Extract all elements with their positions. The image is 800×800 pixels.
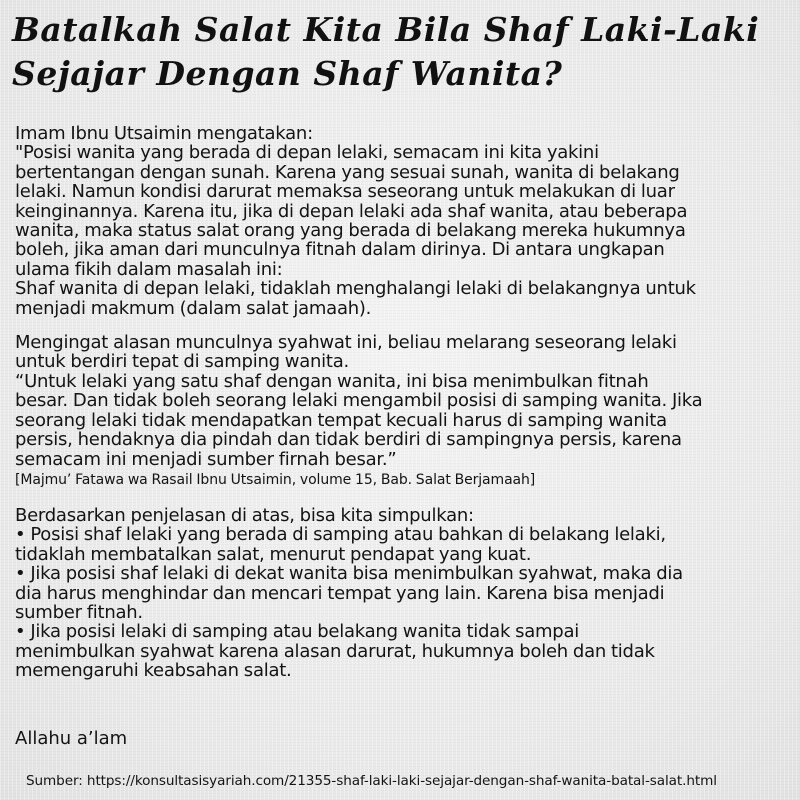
text-line: "Posisi wanita yang berada di depan lelaki, semacam ini kita yakini	[15, 142, 599, 164]
text-line: seorang lelaki tidak mendapatkan tempat kecuali harus di samping wanita	[15, 409, 667, 431]
text-line: dia harus menghindar dan mencari tempat yang lain. Karena bisa menjadi	[15, 582, 665, 604]
text-line: persis, hendaknya dia pindah dan tidak berdiri di sampingnya persis, karena	[15, 429, 682, 451]
title-line-2: Sejajar Dengan Shaf Wanita?	[12, 54, 563, 93]
second-paragraph	[15, 333, 790, 489]
text-line: ulama fikih dalam masalah ini:	[15, 258, 283, 280]
bullet-item: • Posisi shaf lelaki yang berada di samping atau bahkan di belakang lelaki,	[15, 524, 666, 546]
text-line: semacam ini menjadi sumber firnah besar.”	[15, 448, 397, 470]
intro-paragraph	[15, 124, 790, 318]
conclusion-paragraph	[15, 506, 790, 681]
text-line: “Untuk lelaki yang satu shaf dengan wanita, ini bisa menimbulkan fitnah	[15, 370, 649, 392]
bullet-item: • Jika posisi shaf lelaki di dekat wanita bisa menimbulkan syahwat, maka dia	[15, 563, 683, 585]
text-line: keinginannya. Karena itu, jika di depan lelaki ada shaf wanita, atau beberapa	[15, 200, 688, 222]
closing-phrase: Allahu a’lam	[15, 728, 128, 749]
page-title	[12, 8, 792, 96]
text-line: untuk berdiri tepat di samping wanita.	[15, 351, 349, 373]
text-line: Shaf wanita di depan lelaki, tidaklah menghalangi lelaki di belakangnya untuk	[15, 278, 696, 300]
text-line: memengaruhi keabsahan salat.	[15, 660, 292, 682]
article-body	[15, 124, 790, 681]
text-line: Mengingat alasan munculnya syahwat ini, beliau melarang seseorang lelaki	[15, 332, 677, 354]
reference-citation: [Majmu’ Fatawa wa Rasail Ibnu Utsaimin, volume 15, Bab. Salat Berjamaah]	[15, 471, 536, 488]
text-line: Berdasarkan penjelasan di atas, bisa kita simpulkan:	[15, 504, 474, 526]
text-line: menjadi makmum (dalam salat jamaah).	[15, 297, 372, 319]
text-line: Imam Ibnu Utsaimin mengatakan:	[15, 123, 313, 144]
text-line: lelaki. Namun kondisi darurat memaksa seseorang untuk melakukan di luar	[15, 181, 675, 203]
text-line: wanita, maka status salat orang yang berada di belakang mereka hukumnya	[15, 220, 686, 242]
text-line: sumber fitnah.	[15, 601, 143, 623]
text-line: menimbulkan syahwat karena alasan darurat, hukumnya boleh dan tidak	[15, 640, 655, 662]
source-citation: Sumber: https://konsultasisyariah.com/21355-shaf-laki-laki-sejajar-dengan-shaf-wanita-batal-salat.html	[26, 773, 717, 789]
paragraph-spacer	[15, 318, 790, 333]
text-line: bertentangan dengan sunah. Karena yang sesuai sunah, wanita di belakang	[15, 161, 680, 183]
text-line: tidaklah membatalkan salat, menurut pendapat yang kuat.	[15, 543, 532, 565]
bullet-item: • Jika posisi lelaki di samping atau belakang wanita tidak sampai	[15, 621, 580, 643]
paragraph-spacer	[15, 489, 790, 506]
title-line-1: Batalkah Salat Kita Bila Shaf Laki-Laki	[12, 10, 760, 49]
text-line: besar. Dan tidak boleh seorang lelaki mengambil posisi di samping wanita. Jika	[15, 390, 703, 412]
text-line: boleh, jika aman dari munculnya fitnah dalam dirinya. Di antara ungkapan	[15, 239, 665, 261]
